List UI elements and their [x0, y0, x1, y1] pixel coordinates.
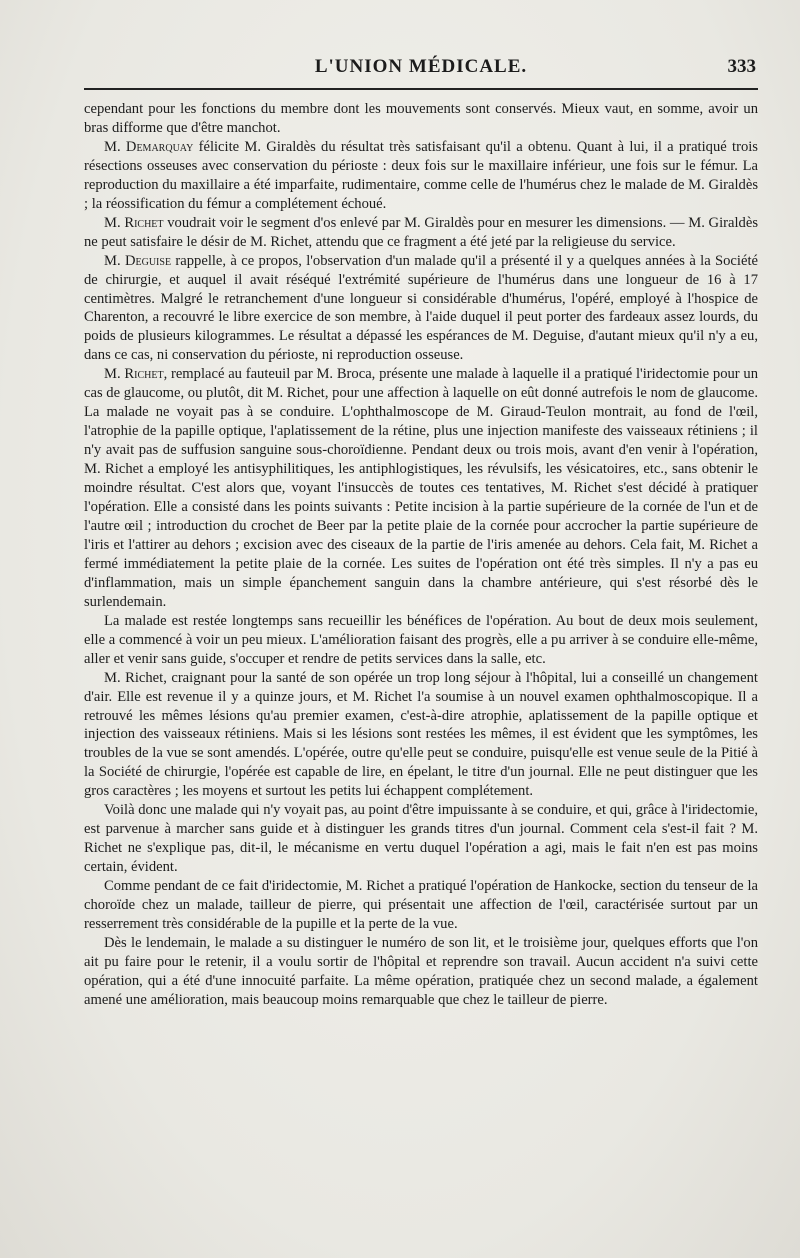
paragraph-text: La malade est restée longtemps sans recueillir les bénéfices de l'opération. Au bout de deux mois seulement, elle a commencé à voir un peu mieux. L'amélioration faisant des progrès, elle a pu arriver à se conduire elle-même, aller et venir sans guide, s'occuper et rendre de petits services dans la salle, etc. [84, 612, 758, 667]
paragraph-demarquay [84, 138, 758, 214]
page-number: 333 [727, 56, 756, 77]
running-title: L'UNION MÉDICALE. [314, 56, 528, 77]
paragraph-lendemain [84, 934, 758, 1010]
paragraph-text: M. Richet, craignant pour la santé de son opérée un trop long séjour à l'hôpital, lui a conseillé un changement d'air. Elle est revenue il y a quinze jours, et M. Richet l'a soumise à un nouvel examen ophthalmoscopique. Il a retrouvé les mêmes lésions qu'au premier examen, c'est-à-dire atrophie, aplatissement de la papille optique et injection des vaisseaux rétiniens. Mais si les lésions sont restées les mêmes, il est évident que les symptômes, les troubles de la vue se sont amendés. L'opérée, outre qu'elle peut se conduire, puisqu'elle est venue seule de la Pitié à la Société de chirurgie, l'opérée est capable de lire, en épelant, le titre d'un journal. Elle ne peut distinguer que les gros caractères ; les moyens et surtout les petits lui échappent complétement. [84, 669, 758, 800]
paragraph-text: , remplacé au fauteuil par M. Broca, présente une malade à laquelle il a pratiqué l'iridectomie pour un cas de glaucome, ou plutôt, dit M. Richet, pour une affection à laquelle on eût donné autrefois le nom de glaucome. La malade ne voyait pas à se conduire. L'ophthalmoscope de M. Giraud-Teulon montrait, au fond de l'œil, l'atrophie de la papille optique, l'aplatissement de la rétine, plus une injection manifeste des vaisseaux rétiniens ; il n'y avait pas de suffusion sanguine sous-choroïdienne. Pendant deux ou trois mois, avant d'en venir à l'opération, M. Richet a employé les antisyphilitiques, les antiphlogistiques, les révulsifs, les vésicatoires, etc., sans obtenir le moindre résultat. C'est alors que, voyant l'insuccès de toutes ces tentatives, M. Richet s'est décidé à pratiquer l'opération. Elle a consisté dans les points suivants : Petite incision à la partie supérieure de la cornée de l'un et de l'autre œil ; introduction du crochet de Beer par la petite plaie de la cornée pour accrocher la partie supérieure de l'iris et l'attirer au dehors ; excision avec des ciseaux de la partie de l'iris amenée au dehors. Cela fait, M. Richet a fermé immédiatement la petite plaie de la cornée. Les suites de l'opération ont été très simples. Il n'y a pas eu d'inflammation, mais un simple épanchement sanguin dans la chambre antérieure, qui s'est résorbé dès le surlendemain. [84, 366, 758, 610]
paragraph-text: Voilà donc une malade qui n'y voyait pas, au point d'être impuissante à se conduire, et qui, grâce à l'iridectomie, est parvenue à marcher sans guide et à distinguer les grands titres d'un journal. Comment cela s'est-il fait ? M. Richet ne s'explique pas, dit-il, le mécanisme en vertu duquel l'opération a agi, mais le fait n'en est pas moins certain, évident. [84, 802, 758, 876]
speaker-name: M. Demarquay [104, 138, 194, 155]
paragraph-hankocke [84, 877, 758, 934]
page-header [84, 54, 758, 90]
paragraph-text: voudrait voir le segment d'os enlevé par M. Giraldès pour en mesurer les dimensions. — M. Giraldès ne peut satisfaire le désir de M. Richet, attendu que ce fragment a été jeté par la religieuse du service. [84, 214, 759, 250]
paragraph-deguise [84, 252, 758, 366]
paragraph-text: félicite M. Giraldès du résultat très satisfaisant qu'il a obtenu. Quant à lui, il a pratiqué trois résections osseuses avec conservation du périoste : deux fois sur le maxillaire inférieur, une fois sur le fémur. La reproduction du maxillaire a été imparfaite, rudimentaire, comme celle de l'humérus chez le malade de M. Giraldès ; la réossification du fémur a complétement échoué. [84, 138, 758, 212]
paragraph-continuation [84, 100, 758, 138]
paragraph-text: cependant pour les fonctions du membre dont les mouvements sont conservés. Mieux vaut, en somme, avoir un bras difforme que d'être manchot. [84, 101, 758, 136]
paragraph-text: Comme pendant de ce fait d'iridectomie, M. Richet a pratiqué l'opération de Hankocke, section du tenseur de la choroïde chez un malade, tailleur de pierre, qui présentait une affection de l'œil, caractérisée surtout par un resserrement très considérable de la pupille et la perte de la vue. [84, 878, 758, 932]
paragraph-text: rappelle, à ce propos, l'observation d'un malade qu'il a présenté il y a quelques années à la Société de chirurgie, et auquel il avait réséqué l'extrémité supérieure de l'humérus dans une longueur de 16 à 17 centimètres. Malgré le retranchement d'une longueur si considérable d'humérus, l'opéré, employé à l'hospice de Charenton, a recouvré le libre exercice de son membre, à l'aide duquel il peut porter des fardeaux assez lourds, du poids de plusieurs kilogrammes. Le résultat a dépassé les espérances de M. Deguise, d'autant mieux qu'il n'y a eu, dans ce cas, ni conservation du périoste, ni reproduction osseuse. [84, 252, 758, 364]
speaker-name: M. Deguise [104, 252, 172, 269]
paragraph-malade [84, 612, 758, 669]
speaker-name: M. Richet [104, 366, 164, 383]
paragraph-richet-dimensions [84, 214, 758, 252]
body-text [84, 100, 758, 1010]
paragraph-voila [84, 801, 758, 877]
paragraph-richet-iridectomie [84, 365, 758, 611]
speaker-name: M. Richet [104, 214, 164, 231]
paragraph-examen [84, 669, 758, 802]
paragraph-text: Dès le lendemain, le malade a su distinguer le numéro de son lit, et le troisième jour, quelques efforts que l'on ait pu faire pour le retenir, il a voulu sortir de l'hôpital et reprendre son travail. Aucun accident n'a suivi cette opération, qui a été d'une innocuité parfaite. La même opération, pratiquée chez un second malade, a également amené une amélioration, mais beaucoup moins remarquable que chez le tailleur de pierre. [84, 934, 758, 1008]
